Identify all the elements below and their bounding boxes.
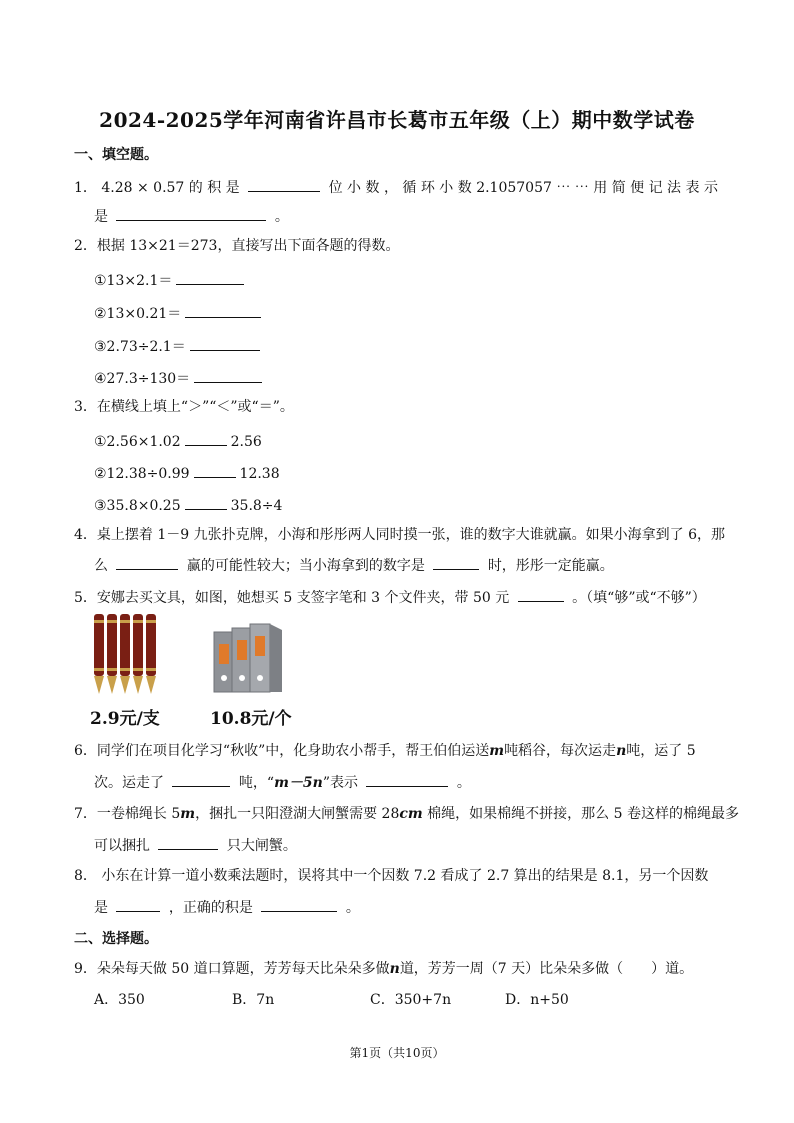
q1-text-d: 。 — [274, 209, 289, 225]
q7-text-b: ，捆扎一只阳澄湖大闸蟹需要 28 — [195, 806, 400, 822]
question-3-item — [94, 495, 282, 515]
q7-text-d: 可以捆扎 — [94, 838, 150, 854]
answer-blank[interactable] — [261, 897, 337, 912]
answer-blank[interactable] — [185, 431, 227, 446]
question-9-stem — [74, 960, 693, 978]
folder-price-label: 10.8元/个 — [210, 709, 292, 729]
q6-text-e: 吨，“ — [238, 775, 275, 791]
q5-text-a: 5．安娜去买文具，如图，她想买 5 支签字笔和 3 个文件夹，带 50 元 — [74, 590, 510, 606]
pen-icon — [146, 614, 156, 694]
question-4-line-1: 4．桌上摆着 1－9 九张扑克牌，小海和彤彤两人同时摸一张，谁的数字大谁就赢。如果小海拿到了 6，那 — [74, 527, 725, 543]
question-3-item — [94, 463, 280, 483]
page-title: 2024-2025学年河南省许昌市长葛市五年级（上）期中数学试卷 — [99, 108, 695, 132]
answer-blank[interactable] — [116, 206, 266, 221]
pen-icon — [120, 614, 130, 694]
q1-text-b: 位 小 数 ， 循 环 小 数 2.1057057 ⋯ ⋯ 用 简 便 记 法 表 示 — [328, 180, 718, 196]
question-4-line-2 — [94, 555, 614, 575]
q7-text-a: 7．一卷棉绳长 5 — [74, 806, 181, 822]
answer-blank[interactable] — [518, 587, 564, 602]
q3-right: 35.8÷4 — [230, 498, 283, 514]
answer-blank[interactable] — [194, 463, 236, 478]
folder-icon — [250, 624, 270, 692]
question-3-stem: 3．在横线上填上“＞”“＜”或“＝”。 — [74, 399, 294, 415]
q9-text-a: 9．朵朵每天做 50 道口算题，芳芳每天比朵朵多做 — [74, 961, 390, 977]
question-8-line-1: 8． 小东在计算一道小数乘法题时，误将其中一个因数 7.2 看成了 2.7 算出的结果是 8.1，另一个因数 — [74, 868, 709, 884]
question-7-line-2 — [94, 835, 297, 855]
variable-n: n — [389, 961, 400, 977]
q1-text-c: 是 — [94, 209, 108, 225]
answer-blank[interactable] — [185, 303, 261, 318]
q6-text-b: 吨稻谷，每次运走 — [504, 743, 617, 759]
answer-blank[interactable] — [176, 270, 244, 285]
question-2-stem: 2．根据 13×21＝273，直接写出下面各题的得数。 — [74, 238, 400, 254]
q2-item-text: ②13×0.21＝ — [94, 306, 182, 322]
q3-left: ①2.56×1.02 — [94, 434, 181, 450]
q8-text-c: ，正确的积是 — [168, 900, 253, 916]
question-6-line-2 — [94, 772, 471, 792]
option-a[interactable]: A．350 — [94, 992, 145, 1008]
q2-item-text: ①13×2.1＝ — [94, 273, 173, 289]
answer-blank[interactable] — [433, 555, 479, 570]
q9-text-b: 道，芳芳一周（7 天）比朵朵多做（ ）道。 — [399, 961, 694, 977]
question-5-line — [74, 587, 706, 607]
q3-left: ②12.38÷0.99 — [94, 466, 190, 482]
q3-right: 12.38 — [239, 466, 280, 482]
question-2-item — [94, 336, 264, 356]
q8-text-d: 。 — [345, 900, 360, 916]
question-6-line-1 — [74, 742, 696, 760]
answer-blank[interactable] — [366, 772, 448, 787]
q6-text-h: 。 — [456, 775, 471, 791]
pen-icon — [94, 614, 104, 694]
page-footer: 第1页（共10页） — [349, 1046, 445, 1060]
variable-m: m — [489, 743, 505, 759]
option-c[interactable]: C．350+7n — [370, 992, 452, 1008]
question-1-line-2 — [94, 206, 289, 226]
q5-text-b: 。（填“够”或“不够”） — [572, 590, 706, 606]
q2-item-text: ④27.3÷130＝ — [94, 371, 191, 387]
question-8-line-2 — [94, 897, 360, 917]
q6-text-g: ”表示 — [322, 775, 358, 791]
q1-text-a: 1． 4.28 × 0.57 的 积 是 — [74, 180, 240, 196]
question-3-item — [94, 431, 262, 451]
q3-left: ③35.8×0.25 — [94, 498, 181, 514]
section-heading-choice: 二、选择题。 — [74, 931, 158, 947]
pen-icon — [107, 614, 117, 694]
question-1-line-1 — [74, 177, 718, 197]
answer-blank[interactable] — [185, 495, 227, 510]
q3-right: 2.56 — [230, 434, 262, 450]
q8-text-b: 是 — [94, 900, 108, 916]
answer-blank[interactable] — [158, 835, 218, 850]
q4-text-c: 赢的可能性较大；当小海拿到的数字是 — [186, 558, 425, 574]
folder-icon — [214, 632, 234, 692]
folder-icon — [232, 628, 252, 692]
unit-cm: cm — [399, 806, 423, 822]
q4-text-d: 时，彤彤一定能赢。 — [487, 558, 614, 574]
section-heading-fill: 一、填空题。 — [74, 147, 158, 163]
option-b[interactable]: B．7n — [232, 992, 275, 1008]
expression: m－5n — [274, 775, 323, 791]
q6-text-a: 6．同学们在项目化学习“秋收”中，化身助农小帮手，帮王伯伯运送 — [74, 743, 490, 759]
folders-illustration — [212, 622, 286, 694]
answer-blank[interactable] — [116, 897, 160, 912]
variable-n: n — [616, 743, 627, 759]
question-7-line-1 — [74, 805, 739, 823]
answer-blank[interactable] — [190, 336, 260, 351]
answer-blank[interactable] — [248, 177, 320, 192]
pens-illustration — [90, 612, 160, 698]
q2-item-text: ③2.73÷2.1＝ — [94, 339, 186, 355]
q6-text-d: 次。运走了 — [94, 775, 164, 791]
answer-blank[interactable] — [172, 772, 230, 787]
question-2-item — [94, 303, 265, 323]
q4-text-b: 么 — [94, 558, 108, 574]
q7-text-c: 棉绳，如果棉绳不拼接，那么 5 卷这样的棉绳最多 — [422, 806, 739, 822]
unit-m: m — [180, 806, 196, 822]
answer-blank[interactable] — [194, 368, 262, 383]
q7-text-e: 只大闸蟹。 — [226, 838, 297, 854]
answer-blank[interactable] — [116, 555, 178, 570]
question-2-item — [94, 368, 266, 388]
pen-price-label: 2.9元/支 — [90, 709, 160, 729]
q6-text-c: 吨，运了 5 — [626, 743, 696, 759]
pen-icon — [133, 614, 143, 694]
option-d[interactable]: D．n+50 — [505, 992, 569, 1008]
question-2-item — [94, 270, 248, 290]
